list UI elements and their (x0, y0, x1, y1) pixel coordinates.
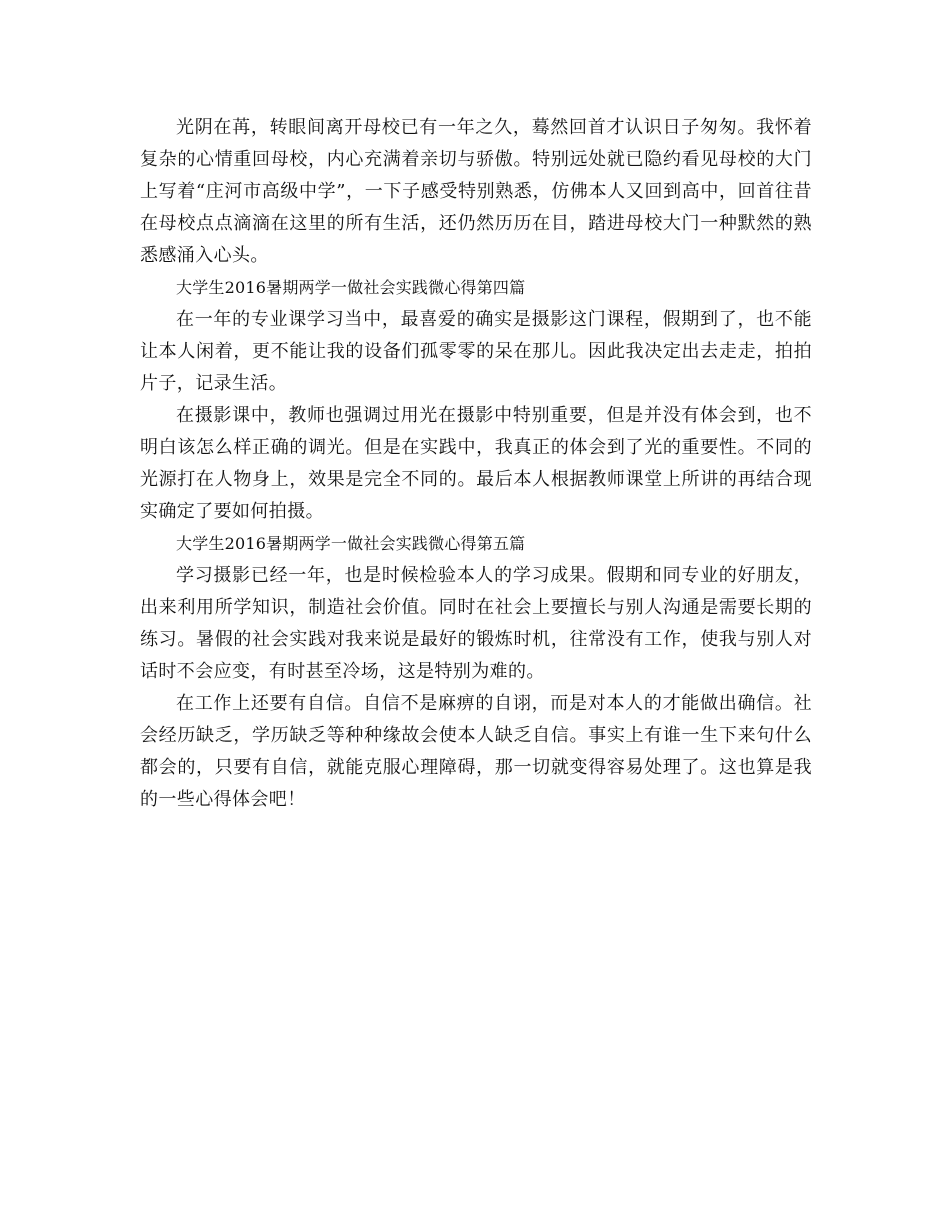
paragraph-self-confidence: 在工作上还要有自信。自信不是麻痹的自诩，而是对本人的才能做出确信。社会经历缺乏，学历缺乏等种种缘故会使本人缺乏自信。事实上有谁一生下来句什么都会的，只要有自信，就能克服心理障碍，那一切就变得容易处理了。这也算是我的一些心得体会吧！ (140, 693, 812, 810)
paragraph-photography-course: 在一年的专业课学习当中，最喜爱的确实是摄影这门课程，假期到了，也不能让本人闲着，更不能让我的设备们孤零零的呆在那儿。因此我决定出去走走，拍拍片子，记录生活。 (140, 309, 812, 394)
paragraph-learning-results: 学习摄影已经一年，也是时候检验本人的学习成果。假期和同专业的好朋友，出来利用所学知识，制造社会价值。同时在社会上要擅长与别人沟通是需要长期的练习。暑假的社会实践对我来说是最好的锻炼时机，往常没有工作，使我与别人对话时不会应变，有时甚至冷场，这是特别为难的。 (140, 565, 812, 682)
section-heading-part-four: 大学生2016暑期两学一做社会实践微心得第四篇 (176, 278, 526, 297)
document-body (140, 112, 812, 816)
paragraph-return-to-school: 光阴在苒，转眼间离开母校已有一年之久，蓦然回首才认识日子匆匆。我怀着复杂的心情重回母校，内心充满着亲切与骄傲。特别远处就已隐约看见母校的大门上写着“庄河市高级中学”，一下子感受特别熟悉，仿佛本人又回到高中，回首往昔在母校点点滴滴在这里的所有生活，还仍然历历在目，踏进母校大门一种默然的熟悉感涌入心头。 (140, 117, 812, 266)
paragraph-lighting: 在摄影课中，教师也强调过用光在摄影中特别重要，但是并没有体会到，也不明白该怎么样正确的调光。但是在实践中，我真正的体会到了光的重要性。不同的光源打在人物身上，效果是完全不同的。最后本人根据教师课堂上所讲的再结合现实确定了要如何拍摄。 (140, 405, 812, 522)
section-heading-part-five: 大学生2016暑期两学一做社会实践微心得第五篇 (176, 534, 526, 553)
